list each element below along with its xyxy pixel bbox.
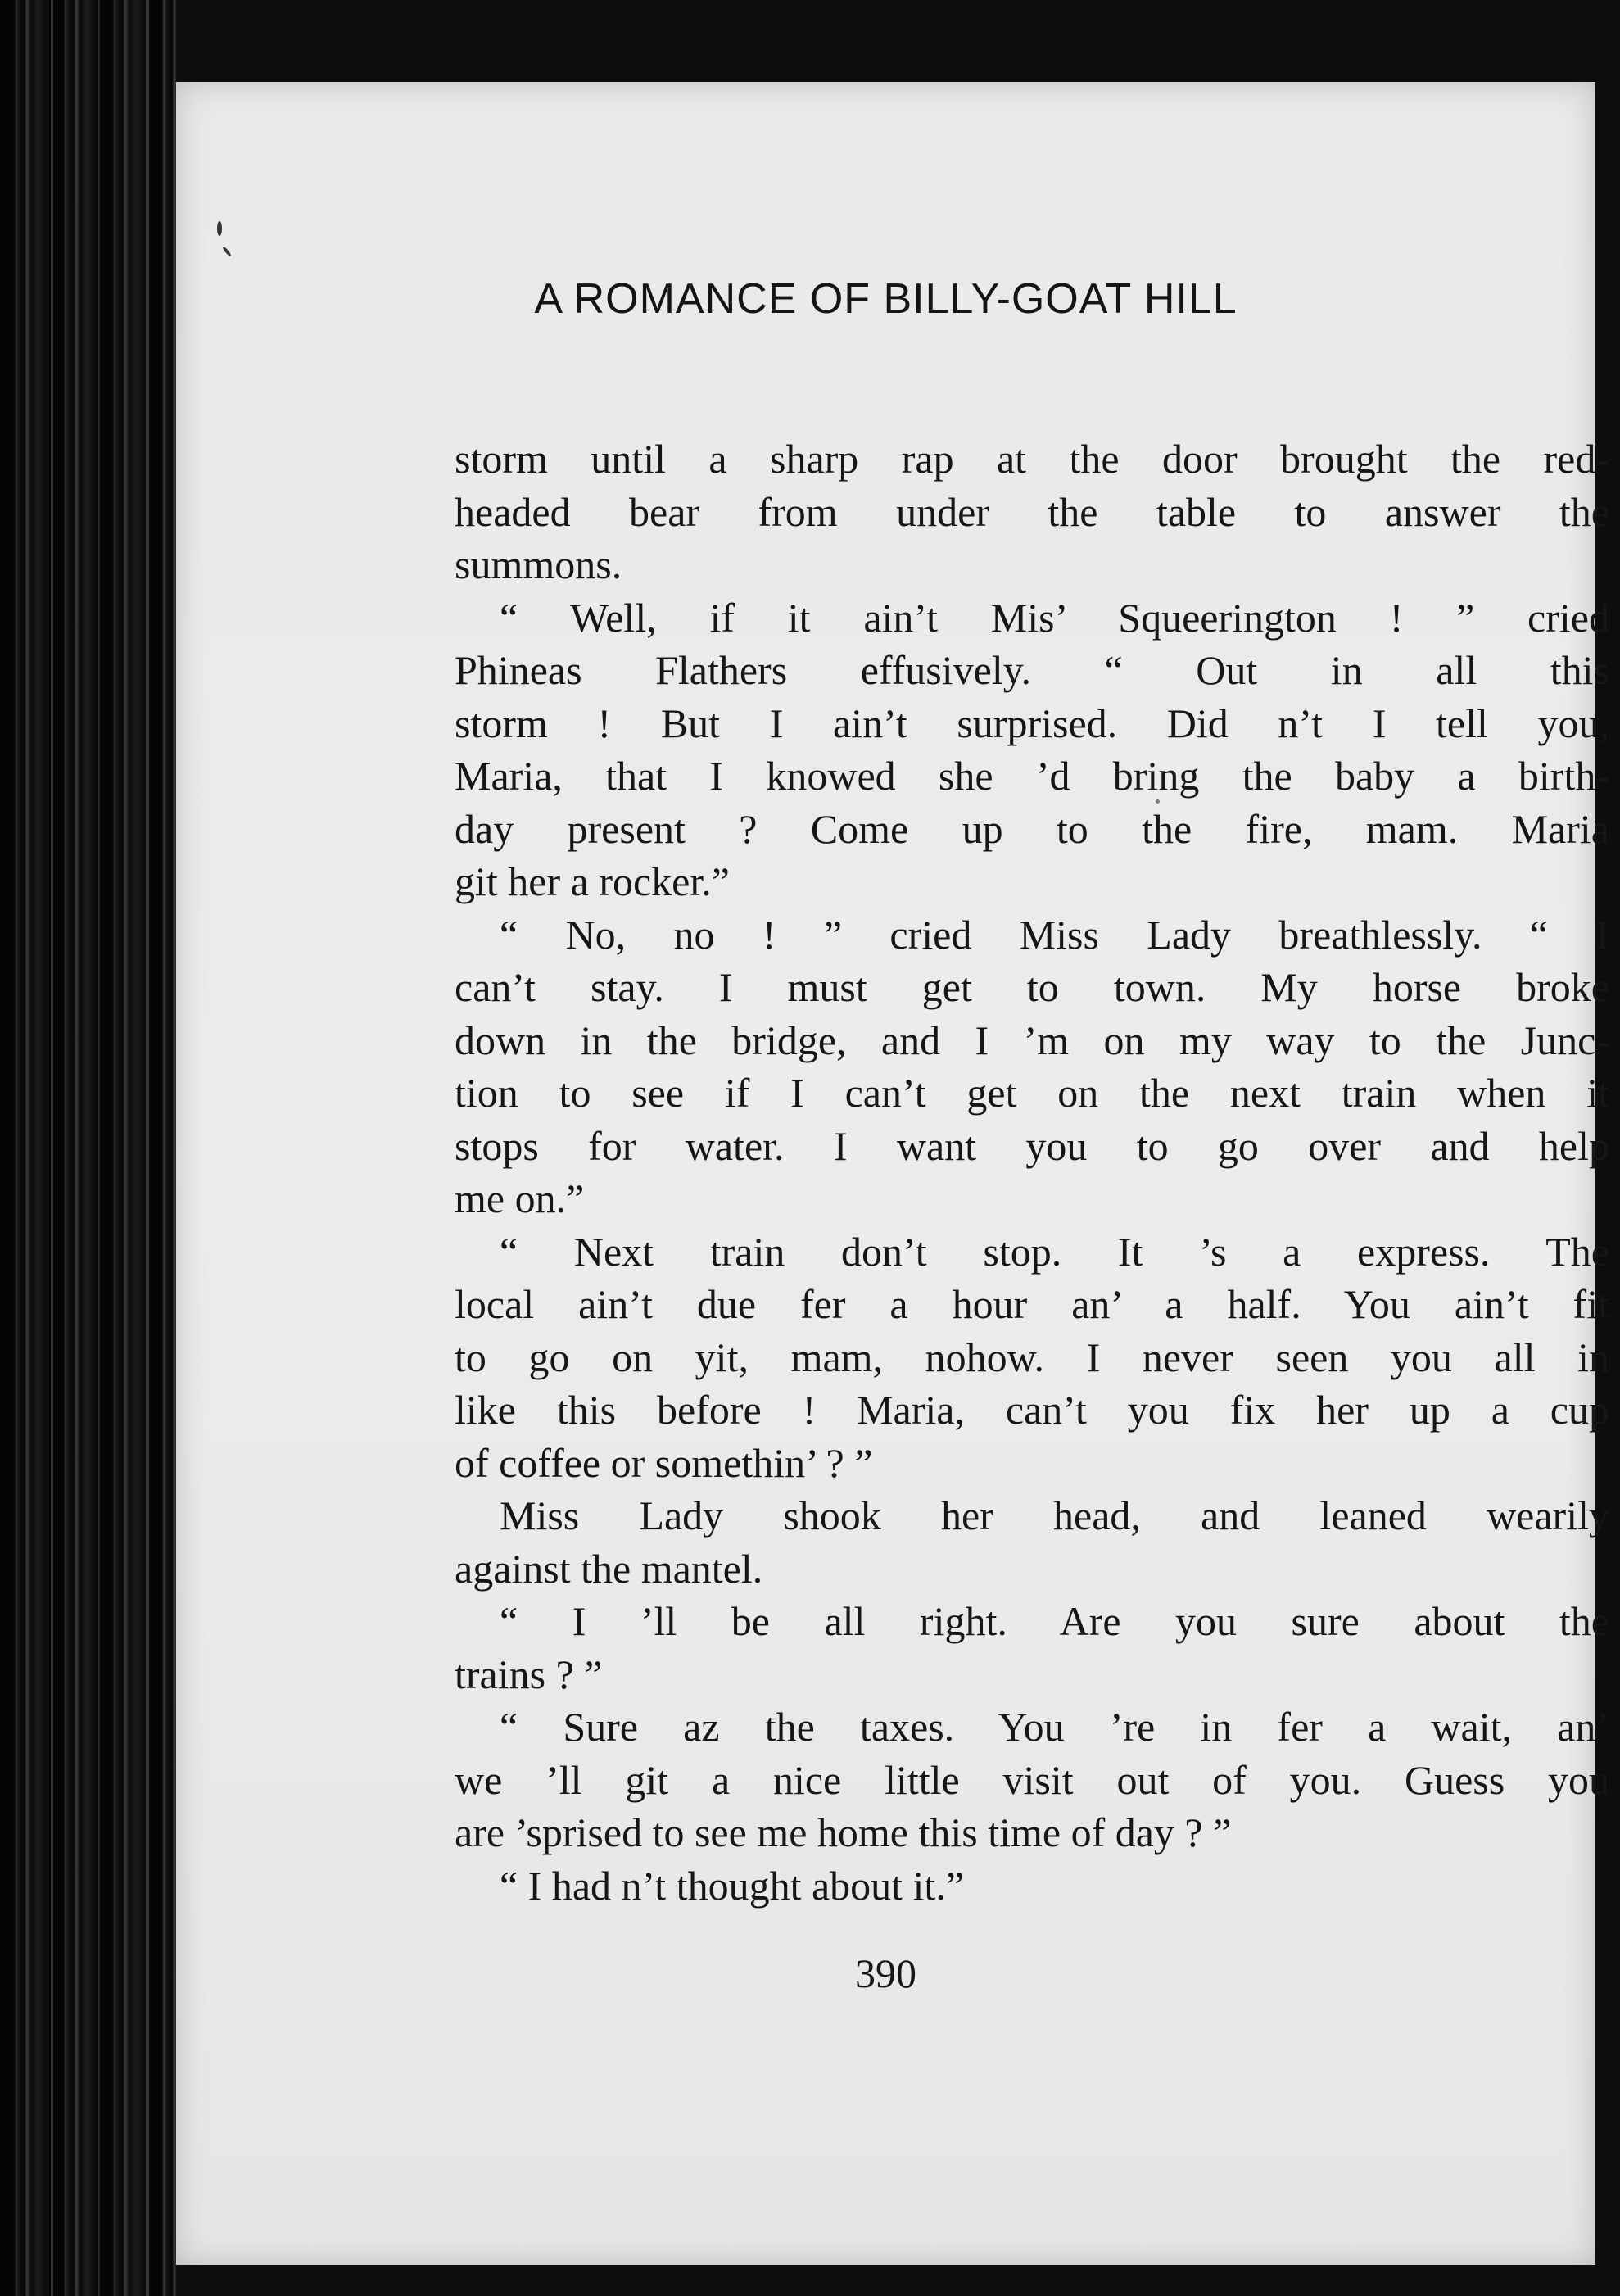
text-line: local ain’t due fer a hour an’ a half. You ain’t fit <box>455 1281 1609 1327</box>
running-head: A ROMANCE OF BILLY-GOAT HILL <box>534 275 1238 323</box>
text-line: headed bear from under the table to answer the <box>455 488 1609 535</box>
body-text <box>455 432 1609 1912</box>
text-line: stops for water. I want you to go over and help <box>455 1122 1609 1169</box>
text-line: “ Well, if it ain’t Mis’ Squeerington ! ” cried <box>500 594 1609 641</box>
text-line: “ I ’ll be all right. Are you sure about the <box>500 1598 1609 1644</box>
text-line: “ I had n’t thought about it.” <box>500 1862 965 1909</box>
text-line: like this before ! Maria, can’t you fix her up a cup <box>455 1387 1609 1433</box>
text-line: down in the bridge, and I ’m on my way to the Junc- <box>455 1017 1609 1063</box>
text-line: Phineas Flathers effusively. “ Out in all this <box>455 647 1609 693</box>
text-line: “ No, no ! ” cried Miss Lady breathlessly. “ I <box>500 911 1609 958</box>
text-line: storm ! But I ain’t surprised. Did n’t I tell you, <box>455 700 1609 746</box>
text-line: “ Next train don’t stop. It ’s a express. The <box>500 1228 1609 1275</box>
text-line: we ’ll git a nice little visit out of you. Guess you <box>455 1756 1609 1803</box>
text-line: are ’sprised to see me home this time of day ? ” <box>455 1809 1232 1855</box>
text-line: git her a rocker.” <box>455 858 730 904</box>
page-number: 390 <box>855 1950 916 1996</box>
text-line: of coffee or somethin’ ? ” <box>455 1439 873 1486</box>
text-line: trains ? ” <box>455 1651 603 1697</box>
text-line: to go on yit, mam, nohow. I never seen you all in <box>455 1334 1609 1380</box>
text-line: storm until a sharp rap at the door brought the red- <box>455 436 1609 482</box>
text-line: “ Sure az the taxes. You ’re in fer a wait, an’ <box>500 1704 1609 1750</box>
scan-speck <box>222 246 232 256</box>
text-line: Miss Lady shook her head, and leaned wearily <box>500 1492 1609 1538</box>
text-line: tion to see if I can’t get on the next train when it <box>455 1070 1609 1116</box>
text-line: summons. <box>455 541 622 587</box>
text-line: can’t stay. I must get to town. My horse broke <box>455 964 1609 1010</box>
book-page <box>176 82 1609 2265</box>
text-line: Maria, that I knowed she ’d bring the baby a birth- <box>455 753 1609 799</box>
scan-film-edge <box>0 0 176 2296</box>
text-line: me on.” <box>455 1175 585 1221</box>
scan-speck <box>217 221 222 236</box>
text-line: day present ? Come up to the fire, mam. Maria <box>455 805 1609 852</box>
text-line: against the mantel. <box>455 1545 763 1592</box>
